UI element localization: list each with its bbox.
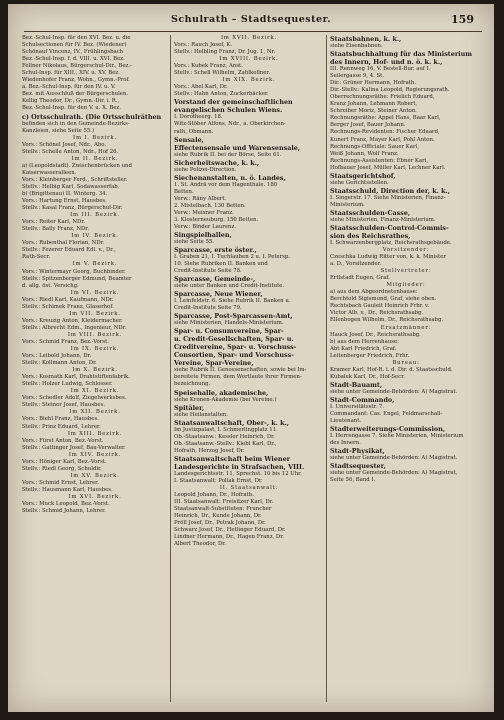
text-line: III. Rennweg 16, V. Bestell-Bur. auf I.	[330, 66, 431, 73]
district-heading: Vorsitzender:	[382, 246, 430, 253]
text-column-right	[330, 35, 482, 704]
text-line: Czeschka Ludwig Ritter von, k. k. Minister	[330, 254, 446, 261]
district-heading: Im XI. Bezirk.	[70, 388, 120, 395]
text-line: III. Staatsanwalt: Freisitzer Karl, Dr.	[174, 498, 274, 505]
text-line: Schönauf Vincenz, IV., Frühlingsbach	[22, 49, 124, 56]
text-line: Bez.-Schul-Insp. für den V. u. X. Bez.	[22, 105, 121, 112]
header-rule	[24, 31, 482, 32]
text-line: Verw.: Räny Albert.	[174, 195, 227, 202]
text-line: 3. Klosterneuburg. 150 Betten.	[174, 216, 259, 223]
entry-heading: Stadterweiterungs-Commission,	[330, 425, 446, 434]
text-line: siehe unter Gemeinde-Behörden: A) Magistrat.	[330, 388, 458, 395]
district-heading: Im II. Bezirk.	[71, 155, 119, 162]
text-line: Leopold Johann, Dr., Hofrath.	[174, 491, 254, 498]
entry-heading: Stadt-Physikat,	[330, 447, 385, 456]
text-line: I. Staatsanwalt: Pollak Ernst, Dr.	[174, 477, 263, 484]
text-line: Berger Josef, Bauer Johann.	[330, 122, 406, 129]
text-line: Schul-Insp. für XIII., XIV. u. XV. Bez.	[22, 70, 120, 77]
text-line: Vors.: Hartung Ernst, Hausbes.	[22, 198, 107, 205]
entry-heading: evangelischen Schulen Wiens.	[174, 106, 283, 115]
text-line: Pröll Josef, Dr., Petrak Johann, Dr.	[174, 520, 266, 527]
text-line: siehe Rubrik II. bei der Börse, Seite 61.	[174, 151, 282, 158]
text-line: Stellv.: Schmid Johann, Lehrer.	[22, 508, 106, 515]
district-heading: Mitglieder:	[386, 282, 426, 289]
text-line: a. Bez.-Schul-Insp. für den IV. u. V.	[22, 84, 116, 91]
text-line: Witz-Stöber Alfons, Ndr., a. Oberkirchen-	[174, 121, 286, 128]
text-line: Vors.: Biehl Franz, Hausbes.	[22, 416, 99, 423]
text-line: befinden sich in den Gemeinde-Bezirks-	[22, 120, 130, 127]
text-line: d. allg. öst. Versichg.	[22, 282, 79, 289]
page-number: 159	[451, 13, 474, 26]
text-line: b) (Brigittenau) II. Winterg. 34.	[22, 190, 108, 197]
text-line: siehe Seite 55.	[174, 238, 214, 245]
text-line: siehe Rubrik II. Genossenschaften, sowie bei Im-	[174, 367, 307, 374]
entry-heading: Spitäler,	[174, 403, 205, 412]
text-line: I. Herrengasse 7. Siehe Ministerien, Ministerium	[330, 433, 464, 440]
entry-heading: Staatsschulden-Control-Commis-	[330, 223, 449, 232]
entry-heading: Landesgerichte in Strafsachen, VIII.	[174, 462, 305, 471]
text-line: Stellv.: Bally Franz, NDr.	[22, 226, 89, 233]
text-line: Vors.: Höniger Karl, Bez.-Vorst.	[22, 458, 107, 465]
district-heading: Im XVII. Bezirk.	[220, 35, 278, 41]
entry-heading: Staatsgerichtshof,	[330, 171, 396, 180]
text-line: Rechnungs-Officiale: Sauer Karl,	[330, 143, 419, 150]
text-line: Rechtsbach Gauleit Heinrich Frhr. v.	[330, 303, 430, 310]
entry-heading: Sensale,	[174, 135, 204, 144]
text-line: Landesgerichtsstr. 11, Sprechst. 10 bis 12 Uhr.	[174, 470, 302, 477]
text-column-left	[22, 35, 168, 704]
text-line: Lieutenant.	[330, 418, 362, 425]
text-line: Ertlstadt Eugen, Graf.	[330, 275, 390, 282]
text-line: Kunert Franz, Mayer Karl, Pohl Anton.	[330, 136, 435, 143]
district-heading: Stellvertreter:	[380, 268, 432, 275]
text-line: Ob.-Staatsanw.-Stellv.: Kiebl Karl, Dr.,	[174, 440, 277, 447]
district-heading: Im XII. Bezirk.	[69, 409, 121, 416]
text-line: Vors.: Leibold Johann, Dr.	[22, 353, 92, 360]
text-line: Verw.: Binder Laurenz.	[174, 223, 236, 230]
text-line: siehe Kronen-Akademie (bei Vereine.)	[174, 396, 277, 403]
district-heading: Im XIV. Bezirk.	[68, 451, 122, 458]
text-line: Stellv.: Holzer Ludwig, Schlosser.	[22, 381, 113, 388]
text-line: I. Schwarzenbergplatz, Reichsrathsgebäude.	[330, 239, 452, 246]
running-title: Schulrath – Stadtsequester.	[170, 14, 332, 25]
text-line: Stellv.: Steiner Josef, Hausbes.	[22, 402, 106, 409]
page-header	[8, 14, 494, 30]
text-line: Rechnungs-Assistenten: Ebner Karl,	[330, 157, 429, 164]
entry-heading: Staatsanwaltschaft, Ober-, k. k.,	[174, 418, 289, 427]
text-line: Stellv.: Schimek Franz, Glaserhof.	[22, 303, 114, 310]
text-line: Stellv.: Kasal Franz, Bürgerschul-Dir.	[22, 205, 123, 212]
text-line: Stellv.: Hausmann Karl, Hausbes.	[22, 486, 113, 493]
text-line: Betten.	[174, 188, 194, 195]
text-line: Im Justizpalast, I. Schmerlingplatz 11.	[174, 426, 278, 433]
text-line: Kanzleien, siehe Seite 55.)	[22, 127, 95, 134]
text-line: 2. Mistelbach. 130 Betten.	[174, 202, 246, 209]
text-line: Schulsectionen für IV. Bez. (Wiedener)	[22, 42, 127, 49]
entry-heading: Sparcasse, Post-Sparcassen-Amt,	[174, 312, 293, 321]
text-line: Kubalek Karl, Dr., Hof-Secr.	[330, 373, 405, 380]
entry-heading: Staatsbuchhaltung für das Ministerium	[330, 50, 473, 59]
text-line: siehe Heilanstalten.	[174, 411, 229, 418]
district-heading: Im XVIII. Bezirk.	[219, 56, 279, 63]
text-line: Stellv.: Schell Wilhelm, Zahlkellner.	[174, 70, 271, 77]
text-line: Stellv.: Schelle Anton, Ndr., Hof 26.	[22, 148, 119, 155]
district-heading: Im VI. Bezirk.	[70, 289, 120, 296]
text-line: Vors.: Schmid Franz, Bez.-Vorst.	[22, 338, 109, 345]
text-line: Vors.: Abel Karl, Dr.	[174, 84, 228, 91]
text-line: siehe unter Gemeinde-Behörden: A) Magistrat.	[330, 455, 458, 462]
text-line: a) aus dem Abgeordnetenhause:	[330, 289, 418, 296]
text-line: Vors.: Schedler Adolf, Ziegelwerksbes.	[22, 395, 127, 402]
district-heading: Im VIII. Bezirk.	[67, 331, 123, 338]
district-heading: Im VII. Bezirk.	[69, 310, 121, 317]
entry-heading: Singspielhallen,	[174, 230, 232, 239]
text-line: Heinrich, Dr., Kunde Johann, Dr.	[174, 513, 262, 520]
text-line: I. Universitätsstr. 7.	[330, 403, 384, 410]
entry-heading: c) Ortsschulrath. (Die Ortsschulräthen	[22, 112, 162, 121]
district-heading: Im IV. Bezirk.	[71, 233, 119, 240]
text-line: Rath-Secr.	[22, 254, 51, 261]
entry-heading: Staatsanwaltschaft beim Wiener	[174, 454, 290, 463]
district-heading: Im XVI. Bezirk.	[68, 494, 122, 500]
text-line: siehe Ministerien, Finanz-Ministerium.	[330, 216, 436, 223]
entry-heading: Staatsbahnen, k. k.,	[330, 35, 402, 43]
text-line: Bez.-Schul-Insp. f. d. VIII. u. XVI. Bez.	[22, 56, 125, 63]
text-line: Kramer Karl, Hof-R. i. d. Dir. d. Staatsschuld.	[330, 366, 453, 373]
district-heading: Im III. Bezirk.	[70, 212, 120, 219]
district-heading: Bureau:	[392, 359, 420, 366]
district-heading: Im XIII. Bezirk.	[67, 430, 123, 437]
text-line: Seilergasse 9, 4. St.	[330, 73, 385, 80]
text-line: siehe unter Gemeinde-Behörden: A) Magistrat,	[330, 470, 458, 477]
entry-heading: Staatsschuld, Direction der, k. k.,	[330, 186, 450, 195]
text-line: Albert Theodor, Dr.	[174, 541, 226, 548]
text-line: Stellv.: Fezerer Eduard Edl. v., Dr.,	[22, 247, 116, 254]
text-line: Hofbauer Josef, Müller Karl, Lechner Karl.	[330, 164, 446, 171]
text-line: Ellenbogen Wilhelm, Dr., Reichsrathsabg.	[330, 317, 444, 324]
text-line: Vors.: Riedl Karl, Kaufmann, NDr.	[22, 296, 114, 303]
entry-heading: Sparcasse, erste öster.,	[174, 246, 257, 255]
text-line: 1. St. Andrä vor dem Hagenthale. 180	[174, 181, 278, 188]
column-divider	[326, 35, 327, 702]
entry-heading: Effectensensale und Warensensale,	[174, 143, 301, 152]
district-heading: Im V. Bezirk.	[72, 261, 118, 268]
text-line: Fellner Nikolaus, Bürgerschul-Dir., Bez.-	[22, 63, 132, 70]
text-line: bereitete Firmen, dem Wortlaute ihrer Firmen-	[174, 374, 302, 381]
text-line: Stellv.: Riedl Georg, Schuldir.	[22, 465, 102, 472]
text-line: siehe unter Banken und Credit-Institute.	[174, 283, 285, 290]
text-line: Stellv.: Helbig Karl, Sodawasserfab.	[22, 183, 120, 190]
text-line: siehe Ministerien, Handels-Ministerium.	[174, 320, 284, 327]
text-line: Dir.-Stellv.: Kalina Leopold, Regierungsrath.	[330, 87, 450, 94]
text-line: Schreiber Moriz, Steiner Anton.	[330, 108, 417, 115]
text-line: Vors.: Fürst Anton, Bez.-Vorst.	[22, 437, 104, 444]
text-line: I. Leinfeldstr. 6. Siehe Rubrik II. Banken u.	[174, 298, 291, 305]
entry-heading: Vereine, Spar-Vereine,	[174, 359, 254, 368]
text-line: Kranz Johann, Lehmann Robert,	[330, 101, 418, 108]
text-line: siehe Gerichtsstellen.	[330, 179, 389, 186]
entry-heading: sion des Reichsrathes,	[330, 231, 411, 240]
text-line: Credit-Institute Seite 78.	[174, 268, 242, 275]
text-line: Verw.: Meixner Franz.	[174, 209, 234, 216]
text-line: Commandant: Cas. Engel, Feldmarschall-	[330, 410, 443, 417]
text-line: Victor Alb. v., Dr., Reichsrathsabg.	[330, 310, 424, 317]
text-line: I. Singerstr. 17. Siehe Ministerien, Finanz-	[330, 194, 446, 201]
text-column-middle	[174, 35, 324, 704]
text-line: Bez.-Schul-Insp. für den XVI. Bez. u. die	[22, 35, 131, 41]
entry-heading: Sparcasse, Neue Wiener,	[174, 290, 263, 299]
district-heading: Im XIX. Bezirk.	[222, 77, 276, 84]
text-line: rath, Obmann.	[174, 128, 214, 135]
text-line: Bez. mit Ausschluß der Bürgerschulen.	[22, 91, 129, 98]
text-line: Stellv.: Helbling Franz, Dr. Jug. 1, Nr.	[174, 49, 276, 56]
text-line: Hofrath, Herzog Josef, Dr.	[174, 447, 245, 454]
district-heading: Im XV. Bezirk.	[70, 472, 120, 479]
text-line: Ministerium.	[330, 201, 365, 208]
text-line: bezeichnung.	[174, 381, 211, 388]
text-line: Staatsanwalt-Substituten: Fruncher	[174, 506, 272, 513]
entry-heading: Siechenanstalten, n. ö. Landes,	[174, 173, 286, 182]
entry-heading: Stadt-Bauamt,	[330, 380, 383, 389]
column-divider	[170, 35, 171, 702]
entry-heading: Sicherheitswache, k. k.,	[174, 158, 260, 167]
text-line: Oberrechnungsräthe: Frielich Eduard,	[330, 94, 435, 101]
district-heading: Ersatzmänner:	[380, 324, 432, 331]
text-line: Vors.: Rauch Josef, K.	[174, 42, 233, 49]
text-line: Stellv.: Albrecht Edm., Ingenieur, NDr.	[22, 324, 127, 331]
text-line: Weiß Johann, Wolf Franz.	[330, 150, 399, 157]
entry-heading: Consortien, Spar- und Vorschuss-	[174, 351, 294, 360]
entry-heading: u. Credit-Gesellschaften, Spar- u.	[174, 335, 294, 344]
text-line: Lindner Hermann, Dr., Hagen Franz, Dr.	[174, 534, 284, 541]
text-line: Dir.: Grüner Hermann, Hofrath.	[330, 80, 417, 87]
text-line: Vors.: Kosmath Karl, Drahtstiftenfabrik.	[22, 374, 130, 381]
text-line: Stellv.: Kollmann Anton, Dr.	[22, 360, 97, 367]
text-line: Vors.: Rubenthal Florian, NDr.	[22, 240, 105, 247]
text-line: siehe Polizei-Direction.	[174, 166, 237, 173]
entry-heading: Stadt-Commando,	[330, 395, 395, 404]
text-line: I. Dorotheerg. 18.	[174, 114, 223, 121]
text-line: Leitenberger Friedrich, Frhr.	[330, 352, 410, 359]
entry-heading: des Innern, Hof- und n. ö. k. k.,	[330, 58, 443, 67]
text-line: siehe Eisenbahnen.	[330, 43, 383, 49]
text-line: Seite 56, Band I.	[330, 477, 376, 484]
text-line: b) aus dem Herrenhause:	[330, 338, 399, 345]
entry-heading: Speisehalle, akademische,	[174, 388, 269, 397]
entry-heading: Sparcasse, Gemeinde-,	[174, 275, 256, 284]
text-line: Vors.: Kleinberger Ferd., Schriftsteller.	[22, 176, 128, 183]
text-line: Rechnungsräthe: Appel Hans, Baar Karl,	[330, 115, 441, 122]
text-line: Hauck Josef, Dr., Reichsrathsabg.	[330, 331, 421, 338]
text-line: Schwarz Josef, Dr., Hetlinger Eduard, Dr.	[174, 527, 286, 534]
text-line: a) (Leopoldstadt). Zwischenbrücken und	[22, 162, 132, 169]
text-line: Credit-Institute Seite 79.	[174, 305, 242, 312]
district-heading: II. Staatsanwalt:	[219, 484, 279, 491]
text-line: Vors.: Schönel Josef, Ndr., Abo.	[22, 141, 107, 148]
entry-heading: Spar- u. Consumvereine, Spar-	[174, 327, 284, 336]
text-line: Kellig Theodor, Dr., Gymn.-Dir. i. R.,	[22, 98, 120, 105]
text-line: Vors.: Reiter Karl, NDr.	[22, 219, 86, 226]
text-line: Rechnungs-Revidenten: Fischer Eduard,	[330, 129, 440, 136]
district-heading: Im X. Bezirk.	[72, 367, 118, 374]
text-line: Vors.: Muck Leopold, Bez.-Vorst.	[22, 501, 110, 508]
text-line: Berchtold Sigismund, Graf, siehe oben.	[330, 296, 437, 303]
text-line: Vors.: Kreuzig Anton, Kleidermacher.	[22, 317, 123, 324]
text-line: Vors.: Wintermayr Georg, Buchbinder.	[22, 268, 126, 275]
text-line: Stellv.: Gattinger Josef, Bau-Verwalter.	[22, 444, 126, 451]
directory-page	[8, 4, 494, 712]
text-line: Stellv.: Prinz Eduard, Lehrer.	[22, 423, 101, 430]
entry-heading: Vorstand der gemeinschaftlichen	[174, 98, 293, 107]
text-line: Wiedenhofer Franz, Wohn., Gymn.-Prof.	[22, 77, 130, 84]
entry-heading: Staatsschulden-Casse,	[330, 208, 411, 217]
district-heading: Im I. Bezirk.	[73, 134, 117, 141]
district-heading: Im IX. Bezirk.	[70, 346, 120, 353]
text-line: Stellv.: Spitzenberger Edmund, Beamter	[22, 275, 132, 282]
text-line: Vors.: Schmid Ernst, Lehrer.	[22, 479, 99, 486]
text-line: Kaiserwasseralleen.	[22, 169, 77, 176]
text-line: 10. Siehe Rubriken II. Banken und	[174, 261, 268, 268]
text-line: I. Graben 21, I. Tuchlauben 2 u. I. Petersp.	[174, 254, 291, 261]
text-line: a. D., Vorsitzender.	[330, 261, 382, 268]
text-line: Abt Karl Friedrich, Graf.	[330, 345, 397, 352]
text-line: Vors.: Kubek Franz, Anst.	[174, 63, 243, 70]
entry-heading: Creditvereine, Spar- u. Vorschuss-	[174, 343, 297, 352]
entry-heading: Stadtsequester,	[330, 462, 386, 471]
text-line: Stellv.: Hahn Anton, Zuckerbäcker.	[174, 91, 269, 98]
text-line: Ob.-Staatsanw.: Kessler Heinrich, Dr.	[174, 433, 275, 440]
text-line: des Innern.	[330, 440, 361, 447]
